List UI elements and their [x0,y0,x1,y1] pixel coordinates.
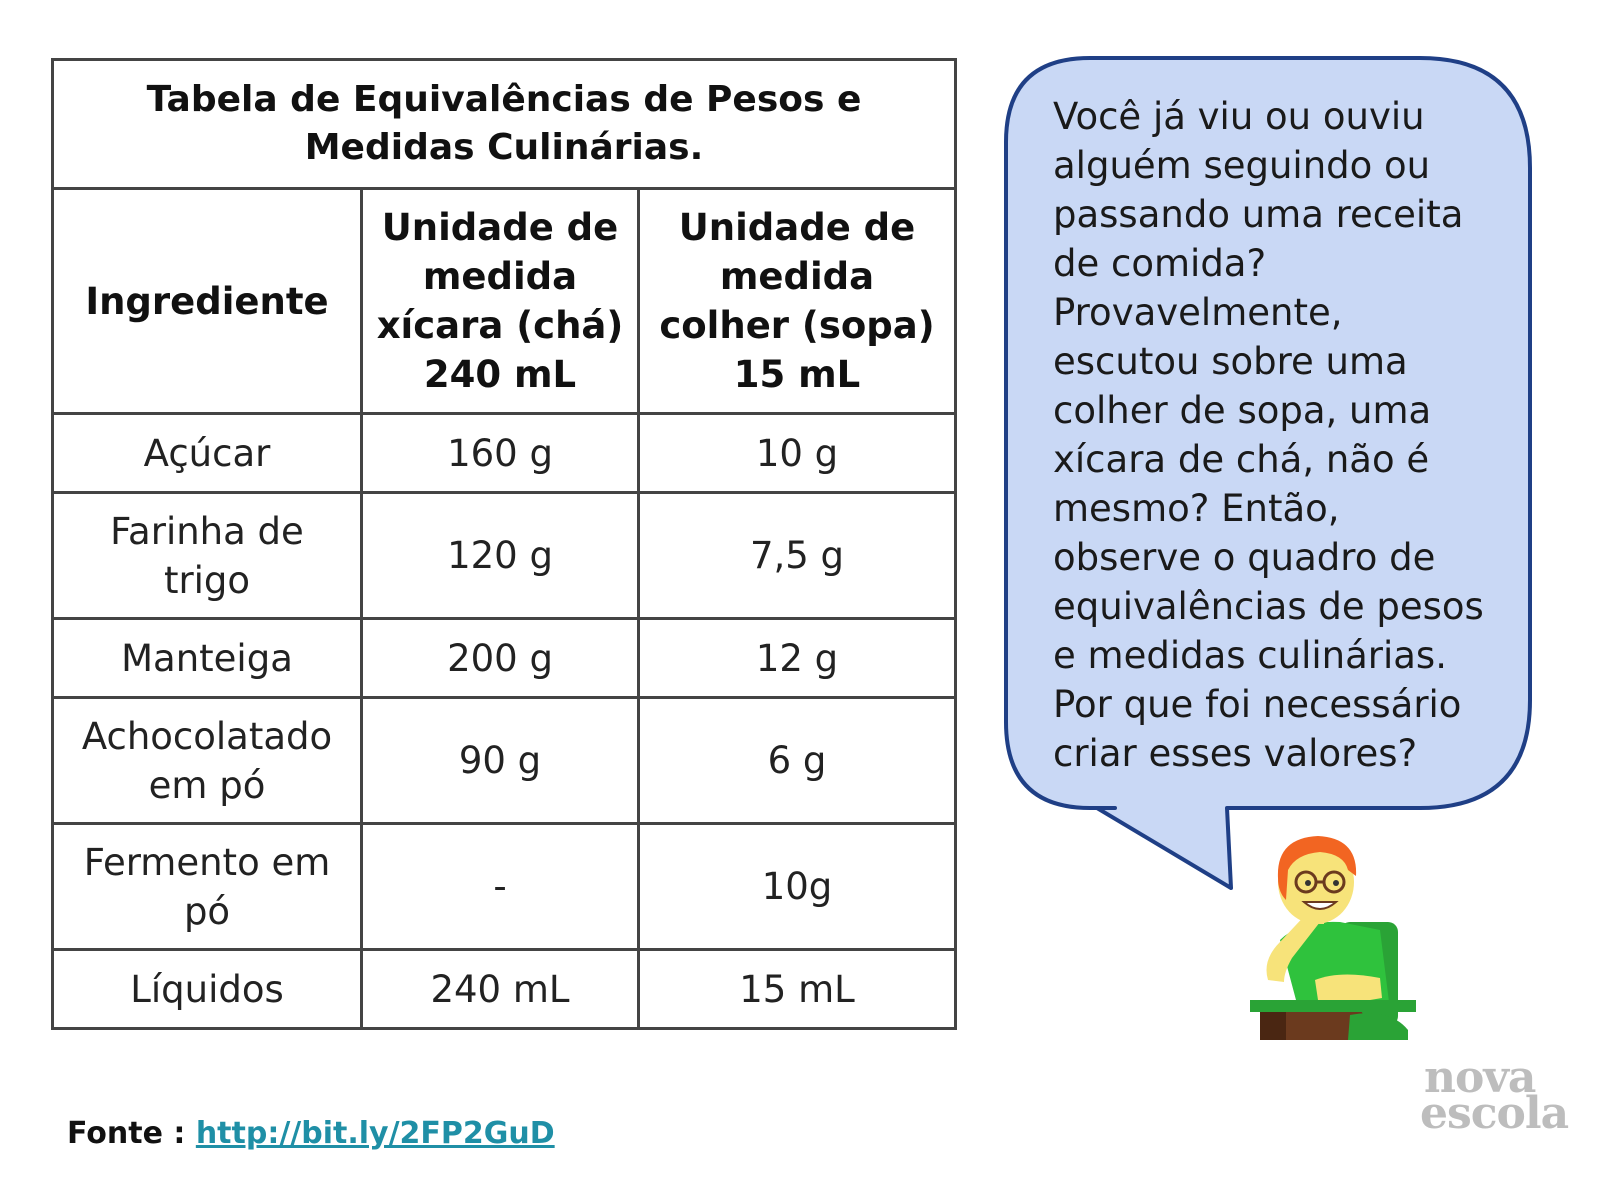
cell-spoon-value: 15 mL [639,950,956,1029]
cell-spoon-value: 6 g [639,698,956,824]
eye-right [1333,880,1339,886]
table-title: Tabela de Equivalências de Pesos e Medidas Culinárias. [53,60,956,189]
cell-ingredient: Açúcar [53,414,362,493]
cell-cup-value: 200 g [362,619,639,698]
chair-arm [1250,1000,1416,1012]
cell-cup-value: 120 g [362,493,639,619]
cell-cup-value: 240 mL [362,950,639,1029]
cell-spoon-value: 10 g [639,414,956,493]
header-ingredient: Ingrediente [53,189,362,414]
cell-spoon-value: 12 g [639,619,956,698]
cell-cup-value: 160 g [362,414,639,493]
chair-seat [1348,1013,1408,1040]
header-spoon-unit: Unidade de medida colher (sopa) 15 mL [639,189,956,414]
cell-cup-value: 90 g [362,698,639,824]
nova-escola-logo: nova escola [1420,1052,1569,1139]
header-cup-unit: Unidade de medida xícara (chá) 240 mL [362,189,639,414]
cell-ingredient: Farinha de trigo [53,493,362,619]
cell-ingredient: Manteiga [53,619,362,698]
cell-ingredient: Achocolatado em pó [53,698,362,824]
cell-spoon-value: 7,5 g [639,493,956,619]
cell-spoon-value: 10g [639,824,956,950]
source-line [67,1116,555,1151]
source-label: Fonte : [67,1116,196,1151]
shoe [1260,1010,1286,1040]
cell-ingredient: Fermento em pó [53,824,362,950]
cell-cup-value: - [362,824,639,950]
eye-left [1305,880,1311,886]
speech-bubble-text: Você já viu ou ouviu alguém seguindo ou passando uma receita de comida? Provavelmente, escutou sobre uma colher de sopa, uma xícara de chá, não é mesmo? Então, observe o quadro de equivalências de pesos e medidas culinárias. Por que foi necessário criar esses valores? [1053,95,1484,775]
arm [1315,974,1382,1002]
cell-ingredient: Líquidos [53,950,362,1029]
student-character-icon [1240,830,1440,1060]
source-link[interactable]: http://bit.ly/2FP2GuD [195,1116,555,1151]
